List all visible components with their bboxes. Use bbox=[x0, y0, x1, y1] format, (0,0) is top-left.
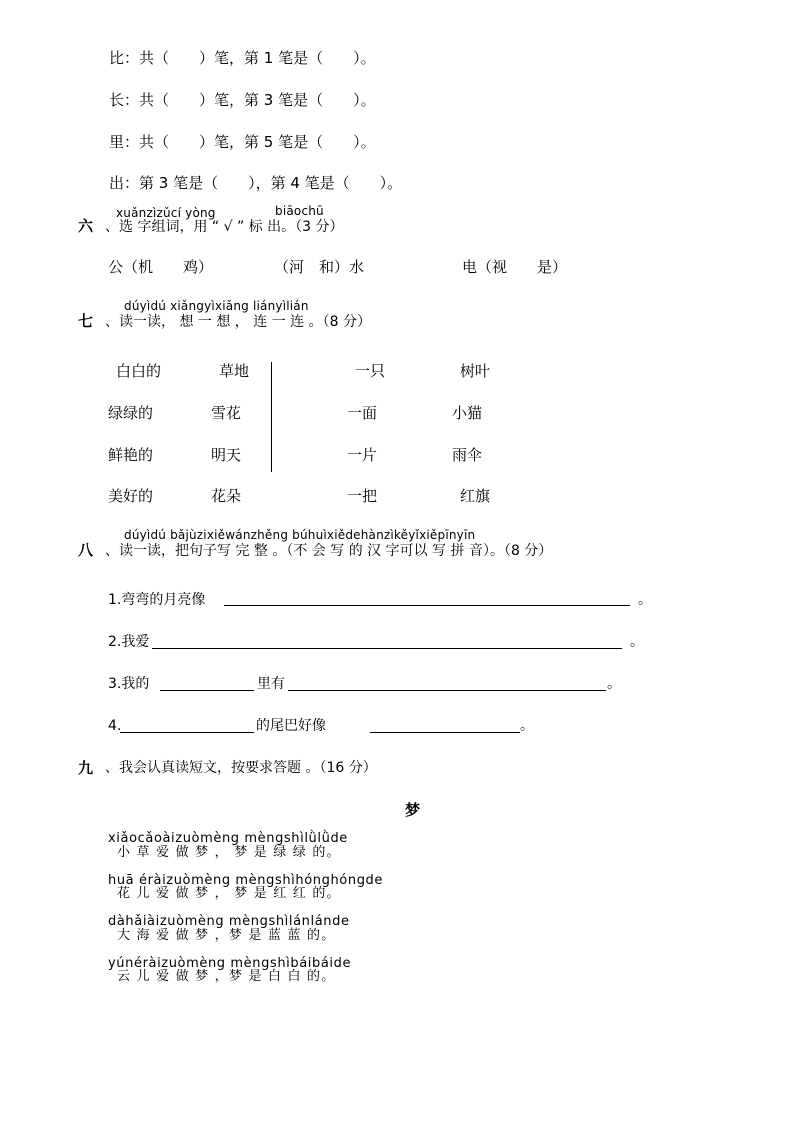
sec9-instruction: 、我会认真读短文，按要求答题 。（16 分） bbox=[105, 760, 377, 776]
sec7-object-1: 树叶 bbox=[460, 362, 491, 380]
sec6-item-1: 公（机 鸡） bbox=[108, 258, 214, 276]
sec7-noun-3: 明天 bbox=[211, 446, 242, 464]
sec8-q2-label: 2.我爱 bbox=[108, 634, 150, 650]
sec7-measure-1: 一只 bbox=[355, 362, 386, 380]
passage-line-4: 云 儿 爱 做 梦 ，梦 是 白 白 的。 bbox=[117, 969, 336, 984]
sec6-pinyin-1: xuǎnzìzǔcí yòng bbox=[116, 206, 216, 220]
sec8-number: 八 bbox=[78, 541, 94, 559]
sec8-q3-blank-2[interactable] bbox=[288, 690, 606, 691]
passage-pinyin-4: yúnéràizuòmèng mèngshìbáibáide bbox=[108, 956, 352, 971]
passage-pinyin-2: huā éràizuòmèng mèngshìhónghóngde bbox=[108, 873, 383, 888]
sec7-instruction: 、读一读， 想 一 想 ， 连 一 连 。（8 分） bbox=[105, 314, 371, 330]
sec7-adj-4: 美好的 bbox=[108, 487, 154, 505]
sec7-adj-2: 绿绿的 bbox=[108, 404, 154, 422]
sec7-noun-2: 雪花 bbox=[211, 404, 242, 422]
sec8-q1-period: 。 bbox=[638, 592, 652, 608]
sec7-noun-4: 花朵 bbox=[211, 487, 242, 505]
sec8-q1-blank[interactable] bbox=[224, 605, 630, 606]
sec7-object-4: 红旗 bbox=[460, 487, 491, 505]
sec7-object-2: 小猫 bbox=[452, 404, 483, 422]
sec6-pinyin-2: biāochū bbox=[275, 204, 324, 218]
passage-line-1: 小 草 爱 做 梦 ， 梦 是 绿 绿 的。 bbox=[117, 845, 341, 860]
sec7-noun-1: 草地 bbox=[219, 362, 250, 380]
sec8-q2-period: 。 bbox=[630, 634, 644, 650]
sec8-q3-middle: 里有 bbox=[257, 676, 285, 692]
divider-line bbox=[271, 362, 272, 472]
passage-title: 梦 bbox=[405, 801, 421, 819]
sec7-pinyin: dúyìdú xiǎngyìxiǎng liányìlián bbox=[124, 299, 309, 313]
passage-line-2: 花 儿 爱 做 梦 ， 梦 是 红 红 的。 bbox=[117, 886, 341, 901]
sec6-item-3: 电（视 是） bbox=[462, 258, 568, 276]
stroke-question-1: 比：共（ ）笔，第 1 笔是（ ）。 bbox=[109, 49, 376, 67]
sec9-number: 九 bbox=[78, 759, 94, 777]
sec8-q3-period: 。 bbox=[607, 676, 621, 692]
sec7-measure-4: 一把 bbox=[347, 487, 378, 505]
sec8-q4-middle: 的尾巴好像 bbox=[256, 718, 326, 734]
sec7-measure-3: 一片 bbox=[347, 446, 378, 464]
sec8-instruction: 、读一读，把句子写 完 整 。（不 会 写 的 汉 字可以 写 拼 音）。（8 分） bbox=[105, 543, 553, 559]
sec8-q3-label: 3.我的 bbox=[108, 676, 150, 692]
sec7-measure-2: 一面 bbox=[347, 404, 378, 422]
sec7-object-3: 雨伞 bbox=[452, 446, 483, 464]
stroke-question-2: 长：共（ ）笔，第 3 笔是（ ）。 bbox=[109, 91, 376, 109]
sec6-instruction: 、选 字组词，用 “ √ ” 标 出。（3 分） bbox=[105, 219, 344, 235]
stroke-question-4: 出：第 3 笔是（ ），第 4 笔是（ ）。 bbox=[109, 174, 403, 192]
passage-pinyin-1: xiǎocǎoàizuòmèng mèngshìlǜlǜde bbox=[108, 831, 348, 846]
stroke-question-3: 里：共（ ）笔，第 5 笔是（ ）。 bbox=[109, 133, 376, 151]
sec8-q1-label: 1.弯弯的月亮像 bbox=[108, 592, 206, 608]
sec6-item-2: （河 和）水 bbox=[274, 258, 365, 276]
passage-pinyin-3: dàhǎiàizuòmèng mèngshìlánlánde bbox=[108, 914, 350, 929]
sec8-q3-blank-1[interactable] bbox=[160, 690, 254, 691]
sec8-q4-blank-1[interactable] bbox=[120, 732, 254, 733]
sec8-q4-blank-2[interactable] bbox=[370, 732, 520, 733]
sec8-q2-blank[interactable] bbox=[152, 648, 622, 649]
sec7-adj-3: 鲜艳的 bbox=[108, 446, 154, 464]
passage-line-3: 大 海 爱 做 梦 ，梦 是 蓝 蓝 的。 bbox=[117, 928, 336, 943]
sec8-q4-period: 。 bbox=[520, 718, 534, 734]
sec7-number: 七 bbox=[78, 312, 94, 330]
sec8-pinyin: dúyìdú bǎjùzixiěwánzhěng búhuìxiědehànzìkěyǐxiěpīnyīn bbox=[124, 528, 476, 542]
sec7-adj-1: 白白的 bbox=[116, 362, 162, 380]
sec6-number: 六 bbox=[78, 217, 94, 235]
sec8-q4-number: 4. bbox=[108, 718, 122, 734]
